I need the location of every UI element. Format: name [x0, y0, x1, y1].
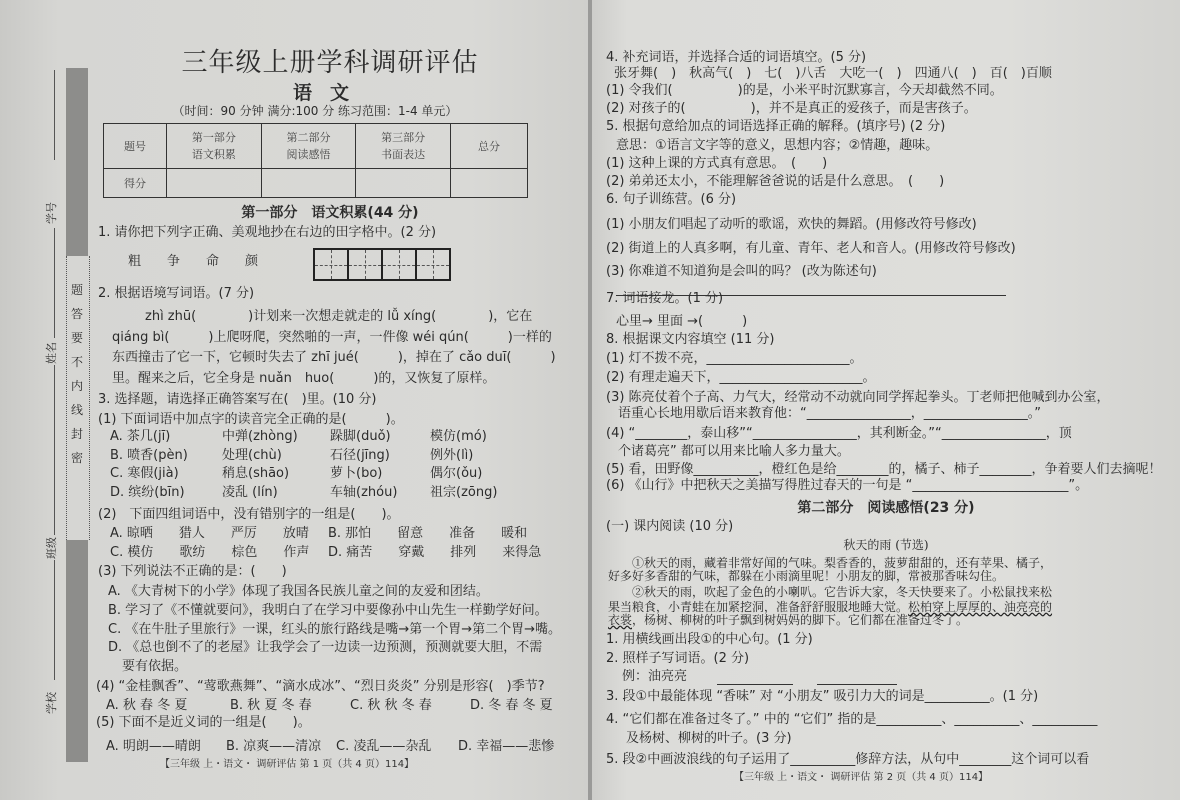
score-label: 得分: [104, 169, 167, 198]
page-footer: 【三年级 上・语文・ 调研评估 第 1 页（共 4 页）114】: [160, 759, 415, 770]
col-part2: 第二部分 阅读感悟: [261, 124, 356, 169]
q3-1-option: 模仿(mó): [430, 429, 487, 444]
student-no-line: [54, 70, 55, 160]
q3-1-option: 凌乱 (lín): [222, 485, 278, 500]
score-cell-total[interactable]: [451, 169, 528, 198]
grid-cell[interactable]: [349, 250, 383, 279]
q8-4-cont: 个诸葛亮” 都可以用来比喻人多力量大。: [618, 444, 850, 459]
reading-q3: 3. 段①中最能体现 “香味” 对 “小朋友” 吸引力大的词是__________。(1 分): [606, 689, 1039, 704]
q2-prompt: 2. 根据语境写词语。(7 分): [98, 286, 255, 301]
q8-3: (3) 陈亮仗着个子高、力气大，经常动不动就向同学挥起拳头。丁老师把他喊到办公室，: [606, 390, 1110, 405]
grid-cell[interactable]: [417, 250, 449, 279]
answer-blank[interactable]: [717, 684, 793, 685]
q3-1-option: 中弹(zhòng): [222, 429, 298, 444]
reading-q4-cont: 及杨树、柳树的叶子。(3 分): [626, 731, 792, 746]
q8-prompt: 8. 根据课文内容填空 (11 分): [606, 332, 775, 347]
q2-line: qiáng bì( )上爬呀爬，突然啪的一声，一件像 wéi qún( )一样的: [112, 330, 552, 345]
exam-page-2: [592, 0, 1180, 800]
q3-1-option: A. 茶几(jī): [110, 429, 171, 444]
passage-p2: ②秋天的雨，吹起了金色的小喇叭。它告诉大家，冬天快要来了。小松鼠找来松: [632, 585, 1053, 599]
score-cell-2[interactable]: [261, 169, 356, 198]
q3-2-option-a: A. 晾晒 猎人 严厉 放晴: [110, 526, 309, 541]
q5-prompt: 5. 根据句意给加点的词语选择正确的解释。(填序号) (2 分): [606, 119, 946, 134]
q6-2: (2) 街道上的人真多啊，有儿童、青年、老人和音人。(用修改符号修改): [606, 241, 1016, 256]
class-label: 班级: [45, 537, 58, 559]
school-line: [54, 560, 55, 680]
passage-p1-cont: 好多好多香甜的气味，都躲在小雨滴里呢！小朋友的脚，常被那香味勾住。: [608, 569, 1005, 583]
exam-title: 三年级上册学科调研评估: [181, 48, 479, 78]
binding-margin: [66, 66, 90, 762]
q1-characters: 粗 争 命 颜: [128, 254, 259, 269]
q3-4-option-d: D. 冬 春 冬 夏: [470, 698, 553, 713]
q3-1-option: B. 喷香(pèn): [110, 448, 188, 463]
q3-1-option: 跺脚(duǒ): [330, 429, 391, 444]
q3-4-option-c: C. 秋 秋 冬 春: [350, 698, 432, 713]
q3-1-option: 处理(chù): [222, 448, 282, 463]
score-table: [103, 123, 528, 198]
q3-2-option-c: C. 模仿 歌纺 棕色 作声: [110, 545, 310, 560]
q8-1: (1) 灯不拨不亮，______________________。: [606, 351, 863, 366]
q3-4-prompt: (4) “金桂飘香”、“莺歌燕舞”、“滴水成冰”、“烈日炎炎” 分别是形容( )季节?: [96, 679, 545, 694]
seal-warning: 题 答 要 不 内 线 封 密: [70, 283, 83, 465]
name-line: [54, 228, 55, 338]
q4-2: (2) 对孩子的( )，并不是真正的爱孩子，而是害孩子。: [606, 101, 977, 116]
q7-prompt: 7. 词语接龙。(1 分): [606, 291, 724, 306]
q2-line: 里。醒来之后，它全身是 nuǎn huo( )的，又恢复了原样。: [112, 371, 496, 386]
col-part1: 第一部分 语文积累: [167, 124, 262, 169]
passage-title: 秋天的雨 (节选): [843, 538, 929, 552]
q5-1: (1) 这种上课的方式真有意思。 ( ): [606, 156, 828, 171]
page-footer: 【三年级 上・语文・ 调研评估 第 2 页（共 4 页）114】: [734, 772, 989, 783]
q3-1-option: 稍息(shāo): [222, 466, 290, 481]
exam-page-1: [0, 0, 588, 800]
col-part3: 第三部分 书面表达: [356, 124, 451, 169]
passage-p1: ①秋天的雨，藏着非常好闻的气味。梨香香的，菠萝甜甜的，还有苹果、橘子，: [632, 556, 1053, 570]
passage-p2-end: 衣裳，杨树、柳树的叶子飘到树妈妈的脚下。它们都在准备过冬了。: [608, 613, 969, 627]
q3-2-option-d: D. 痛苦 穿戴 排列 来得急: [328, 545, 542, 560]
q8-3-cont: 语重心长地用歇后语来教育他：“________________，________________。”: [618, 406, 1041, 421]
reading-q5: 5. 段②中画波浪线的句子运用了__________修辞方法，从句中________这个词可以看: [606, 752, 1090, 767]
q3-2-option-b: B. 那怕 留意 准备 暖和: [328, 526, 528, 541]
q3-5-option-b: B. 凉爽——清凉: [226, 739, 322, 754]
subject-title: 语文: [292, 82, 367, 104]
q3-2-prompt: (2) 下面四组词语中，没有错别字的一组是( )。: [98, 507, 400, 522]
col-total: 总分: [451, 124, 528, 169]
q3-1-option: 萝卜(bo): [330, 466, 383, 481]
tianzige-grid[interactable]: [313, 248, 451, 281]
q4-prompt: 4. 补充词语，并选择合适的词语填空。(5 分): [606, 50, 867, 65]
score-cell-3[interactable]: [356, 169, 451, 198]
q3-1-option: 石径(jīng): [330, 448, 390, 463]
q3-5-option-c: C. 凌乱——杂乱: [336, 739, 432, 754]
reading-q1: 1. 用横线画出段①的中心句。(1 分): [606, 632, 813, 647]
q3-prompt: 3. 选择题，请选择正确答案写在( )里。(10 分): [98, 392, 377, 407]
reading-q2-example: 例：油亮亮: [622, 669, 688, 684]
q3-1-option: 偶尔(ǒu): [430, 466, 483, 481]
q8-2: (2) 有理走遍天下，______________________。: [606, 370, 876, 385]
class-line: [54, 365, 55, 535]
grid-cell[interactable]: [383, 250, 417, 279]
reading-q2: 2. 照样子写词语。(2 分): [606, 651, 750, 666]
q2-line: 东西撞击了它一下，它顿时失去了 zhī jué( )，掉在了 cǎo duī( ): [112, 350, 556, 365]
q3-5-prompt: (5) 下面不是近义词的一组是( )。: [96, 715, 311, 730]
wavy-underlined-sentence: 松柏穿上厚厚的、油亮亮的: [908, 600, 1053, 614]
q3-1-option: D. 缤纷(bīn): [110, 485, 185, 500]
binding-bar-top: [66, 68, 88, 256]
q4-idioms: 张牙舞( ) 秋高气( ) 七( )八舌 大吃一( ) 四通八( ) 百( )百顺: [614, 66, 1052, 81]
q8-4: (4) “________，泰山移”“________________，其利断金。”“________________，顶: [606, 426, 1072, 441]
q3-3-option-c: C. 《在牛肚子里旅行》一课，红头的旅行路线是嘴→第一个胃→第二个胃→嘴。: [108, 622, 562, 637]
name-label: 姓名: [45, 342, 58, 364]
q3-3-option-a: A. 《大青树下的小学》体现了我国各民族儿童之间的友爱和团结。: [108, 584, 489, 599]
q6-1: (1) 小朋友们唱起了动听的歌谣，欢快的舞蹈。(用修改符号修改): [606, 217, 977, 232]
q3-1-option: 例外(lì): [430, 448, 474, 463]
exam-info: （时间：90 分钟 满分:100 分 练习范围：1-4 单元）: [172, 104, 458, 118]
passage-p2-cont: 果当粮食，小青蛙在加紧挖洞，准备舒舒服服地睡大觉。松柏穿上厚厚的、油亮亮的: [608, 600, 1053, 614]
grid-cell[interactable]: [315, 250, 349, 279]
score-cell-1[interactable]: [167, 169, 262, 198]
q3-3-prompt: (3) 下列说法不正确的是：( ): [98, 564, 287, 579]
q3-4-option-a: A. 秋 春 冬 夏: [106, 698, 188, 713]
q3-1-option: 祖宗(zōng): [430, 485, 498, 500]
reading-part1-heading: (一) 课内阅读 (10 分): [606, 519, 734, 534]
q3-4-option-b: B. 秋 夏 冬 春: [230, 698, 312, 713]
q2-line: zhì zhū( )计划来一次想走就走的 lǚ xíng( )，它在: [145, 309, 533, 324]
q6-3: (3) 你难道不知道狗是会叫的吗？ (改为陈述句): [606, 264, 877, 279]
q4-1: (1) 令我们( )的是，小米平时沉默寡言，今天却截然不同。: [606, 83, 1003, 98]
q8-6: (6) 《山行》中把秋天之美描写得胜过春天的一句是 “________________________”。: [606, 478, 1089, 493]
q1-prompt: 1. 请你把下列字正确、美观地抄在右边的田字格中。(2 分): [98, 225, 437, 240]
student-no-label: 学号: [45, 202, 58, 224]
q8-5: (5) 看，田野像__________，橙红色是给________的，橘子、柿子________，争着要人们去摘呢！: [606, 462, 1162, 477]
q3-1-option: 车轴(zhóu): [330, 485, 398, 500]
q3-3-option-b: B. 学习了《不懂就要问》，我明白了在学习中要像孙中山先生一样勤学好问。: [108, 603, 548, 618]
answer-blank[interactable]: [817, 684, 897, 685]
q7-chain: 心里→ 里面 →( ): [616, 314, 748, 329]
q3-3-option-d-cont: 要有依据。: [122, 659, 188, 674]
q3-5-option-d: D. 幸福——悲惨: [458, 739, 555, 754]
q3-1-option: C. 寒假(jià): [110, 466, 179, 481]
q3-1-prompt: (1) 下面词语中加点字的读音完全正确的是( )。: [98, 412, 404, 427]
binding-bar-bottom: [66, 540, 88, 762]
q3-5-option-a: A. 明朗——晴朗: [106, 739, 201, 754]
q3-3-option-d: D. 《总也倒不了的老屋》让我学会了一边读一边预测，预测就要大胆，不需: [108, 640, 543, 655]
reading-q4: 4. “它们都在准备过冬了。” 中的 “它们” 指的是__________、__________、__________: [606, 712, 1098, 727]
section1-heading: 第一部分 语文积累(44 分): [241, 205, 419, 221]
q5-definitions: 意思：①语言文字等的意义，思想内容；②情趣，趣味。: [616, 138, 939, 153]
row-header: 题号: [104, 124, 167, 169]
school-label: 学校: [45, 692, 58, 714]
q5-2: (2) 弟弟还太小，不能理解爸爸说的话是什么意思。 ( ): [606, 174, 945, 189]
q6-prompt: 6. 句子训练营。(6 分): [606, 192, 737, 207]
section2-heading: 第二部分 阅读感悟(23 分): [797, 500, 975, 516]
